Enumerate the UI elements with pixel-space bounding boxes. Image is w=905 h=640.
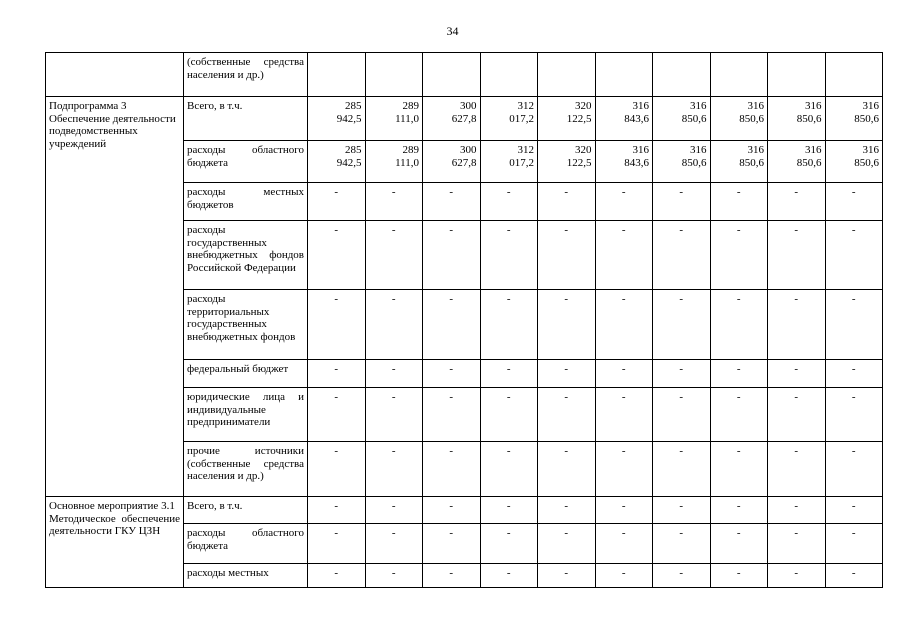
value-cell — [480, 141, 538, 183]
value-cell: - — [653, 388, 711, 442]
value-cell: - — [653, 221, 711, 290]
value-cell: - — [538, 360, 596, 388]
value-cell: - — [480, 388, 538, 442]
value-cell: - — [423, 497, 481, 524]
table-row — [46, 97, 883, 141]
value-thousands: 312 — [517, 100, 534, 112]
value-cell: - — [825, 360, 883, 388]
source-label: юридические лица и индивидуальные предприниматели — [184, 388, 308, 442]
value-cell — [768, 141, 826, 183]
source-label: расходы областного бюджета — [184, 524, 308, 564]
value-cell: - — [595, 564, 653, 588]
value-cell: - — [538, 290, 596, 360]
value-cell — [595, 97, 653, 141]
value-cell: - — [710, 442, 768, 497]
value-cell: - — [538, 183, 596, 221]
value-cell — [538, 141, 596, 183]
value-cell: - — [308, 221, 366, 290]
value-thousands: 285 — [345, 100, 362, 112]
source-label: расходы местных — [184, 564, 308, 588]
value-remainder: 850,6 — [739, 156, 764, 169]
value-cell: - — [423, 388, 481, 442]
value-cell: - — [710, 290, 768, 360]
value-cell: - — [595, 290, 653, 360]
value-cell: - — [480, 221, 538, 290]
value-cell: - — [423, 183, 481, 221]
value-cell: - — [365, 497, 423, 524]
value-cell: - — [365, 524, 423, 564]
value-cell — [308, 141, 366, 183]
value-cell-empty — [480, 53, 538, 97]
value-thousands: 316 — [632, 100, 649, 112]
value-cell: - — [710, 360, 768, 388]
value-cell: - — [308, 564, 366, 588]
value-thousands: 316 — [805, 144, 822, 156]
value-cell: - — [308, 290, 366, 360]
value-cell: - — [653, 183, 711, 221]
table-row — [46, 53, 883, 97]
value-cell: - — [423, 442, 481, 497]
value-cell: - — [595, 524, 653, 564]
value-cell — [308, 97, 366, 141]
source-label: расходы областного бюджета — [184, 141, 308, 183]
source-label: федеральный бюджет — [184, 360, 308, 388]
value-cell: - — [308, 183, 366, 221]
value-cell: - — [423, 524, 481, 564]
source-label: Всего, в т.ч. — [184, 97, 308, 141]
value-thousands: 289 — [402, 144, 419, 156]
value-cell: - — [653, 524, 711, 564]
value-cell — [365, 97, 423, 141]
value-remainder: 850,6 — [796, 112, 822, 125]
value-cell-empty — [825, 53, 883, 97]
value-cell: - — [825, 290, 883, 360]
value-cell: - — [710, 388, 768, 442]
value-cell: - — [538, 564, 596, 588]
value-cell: - — [710, 564, 768, 588]
value-cell: - — [653, 564, 711, 588]
value-cell: - — [710, 183, 768, 221]
source-label: (собственные средства населения и др.) — [184, 53, 308, 97]
value-cell-empty — [710, 53, 768, 97]
source-label: расходы местных бюджетов — [184, 183, 308, 221]
value-remainder: 627,8 — [451, 156, 477, 169]
value-cell: - — [308, 360, 366, 388]
value-cell — [595, 141, 653, 183]
value-thousands: 312 — [517, 144, 534, 156]
value-cell: - — [768, 183, 826, 221]
value-remainder: 850,6 — [681, 112, 707, 125]
value-cell — [825, 97, 883, 141]
value-cell: - — [595, 221, 653, 290]
value-cell: - — [710, 221, 768, 290]
value-remainder: 111,0 — [395, 156, 419, 169]
program3-title: Подпрограмма 3 Обеспечение деятельности подведомственных учреждений — [46, 97, 184, 497]
value-cell: - — [595, 360, 653, 388]
value-cell: - — [423, 221, 481, 290]
value-cell-empty — [308, 53, 366, 97]
value-cell: - — [308, 442, 366, 497]
value-cell: - — [768, 388, 826, 442]
table-row — [46, 497, 883, 524]
value-thousands: 316 — [862, 100, 879, 112]
value-cell: - — [710, 524, 768, 564]
value-thousands: 320 — [575, 100, 592, 112]
value-cell: - — [365, 564, 423, 588]
value-cell — [710, 97, 768, 141]
value-cell — [653, 97, 711, 141]
value-remainder: 122,5 — [566, 156, 592, 169]
value-cell: - — [653, 497, 711, 524]
value-cell — [423, 141, 481, 183]
value-thousands: 300 — [460, 144, 477, 156]
value-cell: - — [768, 360, 826, 388]
value-cell — [710, 141, 768, 183]
value-cell — [480, 97, 538, 141]
value-thousands: 316 — [632, 144, 649, 156]
value-thousands: 316 — [747, 144, 764, 156]
value-remainder: 850,6 — [681, 156, 707, 169]
value-remainder: 850,6 — [854, 112, 879, 125]
value-cell: - — [768, 442, 826, 497]
value-remainder: 017,2 — [509, 112, 534, 125]
value-cell: - — [538, 388, 596, 442]
value-cell: - — [423, 564, 481, 588]
value-cell — [825, 141, 883, 183]
value-thousands: 285 — [345, 144, 362, 156]
value-cell: - — [595, 442, 653, 497]
value-cell: - — [825, 564, 883, 588]
value-cell-empty — [768, 53, 826, 97]
value-thousands: 316 — [805, 100, 822, 112]
value-cell: - — [365, 183, 423, 221]
value-cell: - — [595, 388, 653, 442]
value-cell: - — [768, 524, 826, 564]
value-remainder: 942,5 — [336, 156, 362, 169]
value-cell: - — [480, 290, 538, 360]
value-cell: - — [423, 290, 481, 360]
value-cell: - — [365, 388, 423, 442]
value-thousands: 289 — [402, 100, 419, 112]
value-cell: - — [308, 524, 366, 564]
value-cell: - — [538, 524, 596, 564]
value-cell: - — [480, 442, 538, 497]
value-remainder: 850,6 — [796, 156, 822, 169]
budget-table — [45, 52, 883, 588]
value-cell: - — [538, 497, 596, 524]
value-cell: - — [538, 221, 596, 290]
value-cell: - — [423, 360, 481, 388]
source-label: прочие источники (собственные средства населения и др.) — [184, 442, 308, 497]
value-cell — [653, 141, 711, 183]
value-thousands: 320 — [575, 144, 592, 156]
source-label: Всего, в т.ч. — [184, 497, 308, 524]
value-cell: - — [480, 360, 538, 388]
value-cell — [538, 97, 596, 141]
value-cell: - — [825, 183, 883, 221]
value-cell: - — [480, 524, 538, 564]
value-cell: - — [825, 497, 883, 524]
value-cell: - — [768, 564, 826, 588]
value-cell: - — [768, 497, 826, 524]
value-cell: - — [365, 221, 423, 290]
source-label: расходы территориальных государственных внебюджетных фондов — [184, 290, 308, 360]
measure31-title — [46, 497, 184, 588]
value-remainder: 627,8 — [451, 112, 477, 125]
value-cell — [365, 141, 423, 183]
value-cell: - — [825, 388, 883, 442]
value-remainder: 942,5 — [336, 112, 362, 125]
value-cell: - — [480, 183, 538, 221]
value-cell: - — [653, 290, 711, 360]
value-cell: - — [825, 221, 883, 290]
value-remainder: 111,0 — [395, 112, 419, 125]
value-cell: - — [365, 442, 423, 497]
value-cell: - — [595, 497, 653, 524]
value-thousands: 300 — [460, 100, 477, 112]
value-remainder: 843,6 — [624, 156, 649, 169]
value-cell: - — [595, 183, 653, 221]
value-cell: - — [768, 290, 826, 360]
value-cell: - — [480, 564, 538, 588]
value-remainder: 843,6 — [624, 112, 649, 125]
value-cell: - — [825, 524, 883, 564]
value-cell-empty — [595, 53, 653, 97]
value-cell-empty — [365, 53, 423, 97]
value-thousands: 316 — [690, 100, 707, 112]
value-cell — [768, 97, 826, 141]
measure-title-line2: Методическое обеспечение деятельности ГКУ ЦЗН — [49, 512, 180, 537]
value-cell — [423, 97, 481, 141]
value-cell: - — [653, 442, 711, 497]
value-cell: - — [308, 388, 366, 442]
value-remainder: 017,2 — [509, 156, 534, 169]
value-remainder: 850,6 — [854, 156, 879, 169]
value-thousands: 316 — [690, 144, 707, 156]
value-cell: - — [653, 360, 711, 388]
value-cell: - — [365, 360, 423, 388]
source-label: расходы государственных внебюджетных фондов Российской Федерации — [184, 221, 308, 290]
value-remainder: 122,5 — [566, 112, 592, 125]
program-cell-empty — [46, 53, 184, 97]
value-cell: - — [768, 221, 826, 290]
value-cell: - — [538, 442, 596, 497]
value-cell-empty — [423, 53, 481, 97]
page-number: 34 — [446, 24, 459, 38]
value-remainder: 850,6 — [739, 112, 764, 125]
value-cell: - — [308, 497, 366, 524]
measure-title-line1: Основное мероприятие 3.1 — [49, 500, 175, 512]
value-cell: - — [710, 497, 768, 524]
value-cell: - — [825, 442, 883, 497]
value-cell: - — [365, 290, 423, 360]
value-thousands: 316 — [747, 100, 764, 112]
value-cell-empty — [538, 53, 596, 97]
value-cell-empty — [653, 53, 711, 97]
value-thousands: 316 — [862, 144, 879, 156]
value-cell: - — [480, 497, 538, 524]
